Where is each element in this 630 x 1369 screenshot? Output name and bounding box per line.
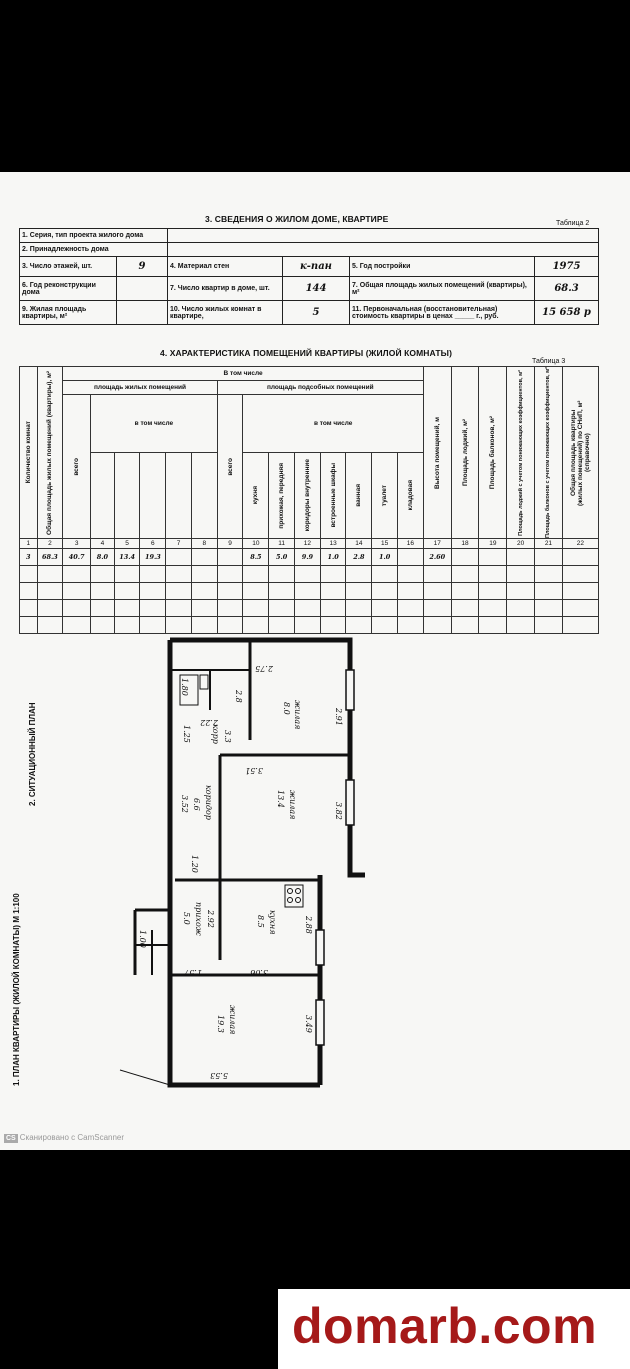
section3-title: 3. СВЕДЕНИЯ О ЖИЛОМ ДОМЕ, КВАРТИРЕ xyxy=(205,214,389,224)
hall-label: прихож xyxy=(194,902,203,936)
corridor2-area: 6.6 xyxy=(192,798,201,811)
plan-outer-wall xyxy=(170,640,365,875)
scanner-footer xyxy=(0,1130,630,1150)
corridor2-height: 3.52 xyxy=(180,795,189,813)
dim-120: 1.20 xyxy=(190,855,199,873)
room2-label: жилая xyxy=(288,790,297,820)
table-row xyxy=(20,583,599,600)
room2-area: 13.4 xyxy=(276,790,285,808)
hall-area: 5.0 xyxy=(182,912,191,925)
room1-height: 2.91 xyxy=(334,708,343,726)
room2-height: 3.82 xyxy=(334,802,343,820)
situational-plan-label: 2. СИТУАЦИОННЫЙ ПЛАН xyxy=(28,702,37,806)
room1-label: жилая xyxy=(293,700,302,730)
table2-label: Таблица 2 xyxy=(556,220,590,227)
kitchen-width: 3.06 xyxy=(250,968,268,977)
site-logo-text: domarb.com xyxy=(292,1298,598,1354)
table-row: 3 68.3 40.7 8.0 13.4 19.3 8.5 5.0 9.9 1.0 2.8 1.0 2.60 xyxy=(20,549,599,566)
corridor1-area: 3.3 xyxy=(223,730,232,743)
table-row: 6. Год реконструкции дома 7. Число квартир в доме, шт. 144 7. Общая площадь жилых помещений (квартиры), м² 68.3 xyxy=(20,277,599,301)
bath-width: 1.80 xyxy=(180,678,189,696)
room1-area: 8.0 xyxy=(282,702,291,715)
corridor2-label: коридор xyxy=(204,785,213,820)
apartment-plan-label: 1. ПЛАН КВАРТИРЫ (ЖИЛОЙ КОМНАТЫ) М 1:100 xyxy=(12,893,21,1086)
corridor1-label: корр xyxy=(211,724,220,744)
table-row: 2. Принадлежность дома xyxy=(20,243,599,257)
kitchen-area: 8.5 xyxy=(256,915,265,928)
window xyxy=(346,670,354,710)
hall-height: 2.92 xyxy=(206,910,215,928)
corridor1-width: 2.22 xyxy=(200,718,218,727)
scanner-text: Сканировано с CamScanner xyxy=(19,1133,125,1142)
table-row: 3. Число этажей, шт. 9 4. Материал стен к-пан 5. Год постройки 1975 xyxy=(20,257,599,277)
dim-28: 2.8 xyxy=(234,690,243,703)
stove-fixture xyxy=(285,885,303,907)
site-logo xyxy=(278,1289,630,1369)
window xyxy=(316,1000,324,1045)
room3-height: 3.49 xyxy=(304,1015,313,1033)
table3-label: Таблица 3 xyxy=(532,358,566,365)
table-row: 1. Серия, тип проекта жилого дома xyxy=(20,229,599,243)
table2 xyxy=(19,228,599,325)
sink-fixture xyxy=(200,675,208,689)
stove-burner xyxy=(288,889,293,894)
entry-mark xyxy=(120,1070,170,1085)
room1-width: 2.75 xyxy=(255,664,273,673)
kitchen-label: кухня xyxy=(268,910,277,935)
window xyxy=(316,930,324,965)
window xyxy=(346,780,354,825)
dim-157: 1.57 xyxy=(184,968,202,977)
stove-burner xyxy=(296,889,301,894)
dim-125: 1.25 xyxy=(182,725,191,743)
room3-width: 5.53 xyxy=(210,1071,228,1080)
wc-width: 1.00 xyxy=(138,930,147,948)
table-row: 9. Жилая площадь квартиры, м² 10. Число жилых комнат в квартире, 5 11. Первоначальная (восстановительная) стоимость квартиры в ценах _____ г., руб. 15 658 р xyxy=(20,301,599,325)
room2-width: 3.51 xyxy=(245,766,263,775)
table3: Количество комнат Общая площадь жилых помещений (квартиры), м² В том числе Высота помещений, м Площадь лоджий, м² Площадь балконов, м² Площадь лоджий с учетом понижающих коэффициентов, м² Площадь балконов с учетом понижающих коэффициентов, м² Общая площадь квартиры (жилых помещений) по СНиП, м² (справочно) площадь жилых помещений площадь подсобных помещений всего в том числе всего в том числе кухня прихожая, передняя коридоры внутренние встроенные шкафы ванная туалет кладовая 1 2 3 4 5 6 7 8 9 10 11 12 13 14 15 16 17 18 19 20 21 22 3 68.3 40.7 8.0 13.4 19.3 8.5 5.0 9.9 1.0 2.8 1.0 2.60 xyxy=(19,366,599,634)
camscanner-icon: CS xyxy=(6,1135,16,1142)
room3-area: 19.3 xyxy=(216,1015,225,1033)
kitchen-height: 2.88 xyxy=(304,916,313,934)
section4-title: 4. ХАРАКТЕРИСТИКА ПОМЕЩЕНИЙ КВАРТИРЫ (ЖИЛОЙ КОМНАТЫ) xyxy=(160,348,452,358)
stove-burner xyxy=(296,898,301,903)
floor-plan xyxy=(110,630,380,1110)
column-numbers-row: 1 2 3 4 5 6 7 8 9 10 11 12 13 14 15 16 17 18 19 20 21 22 xyxy=(20,539,599,549)
table-row xyxy=(20,600,599,617)
stove-burner xyxy=(288,898,293,903)
room3-label: жилая xyxy=(228,1005,237,1035)
table-row xyxy=(20,566,599,583)
